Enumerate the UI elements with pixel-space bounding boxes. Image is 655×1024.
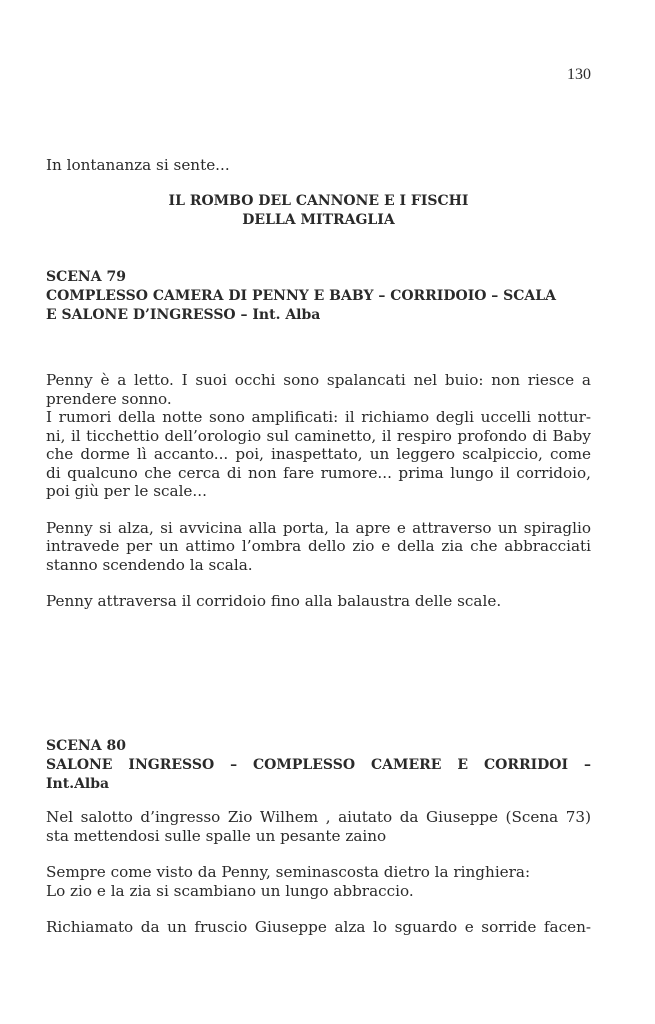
scene-80-body [46,808,591,937]
scene-80-p1-line-2: sta mettendosi sulle spalle un pesante zaino [46,826,387,845]
scene-79-p2-line-3: che dorme lì accanto... poi, inaspettato, un leggero scalpiccio, come [46,445,591,463]
intro-text: In lontananza si sente... [46,156,230,174]
scene-79-p1-line-1: Penny è a letto. I suoi occhi sono spalancati nel buio: non riesce a [46,371,591,389]
scene-80-p2-line-2: Lo zio e la zia si scambiano un lungo abbraccio. [46,881,414,900]
scene-80-p3-line-1: Richiamato da un fruscio Giuseppe alza lo sguardo e sorride facen- [46,918,591,936]
scene-80-heading-line-1: SALONE INGRESSO – COMPLESSO CAMERE E CORRIDOI – [46,757,591,773]
page-number: 130 [567,66,591,83]
intro-line [46,156,591,175]
sound-title [46,192,591,230]
scene-80-heading [46,737,591,794]
scene-79-body [46,371,591,611]
scene-80-number: SCENA 80 [46,738,126,754]
sound-title-line-1: IL ROMBO DEL CANNONE E I FISCHI [168,193,469,209]
scene-79-p3-line-2: intravede per un attimo l’ombra dello zio e della zia che abbracciati [46,537,591,555]
scene-79-p4: Penny attraversa il corridoio fino alla balaustra delle scale. [46,592,502,610]
scene-79-p2-line-4: di qualcuno che cerca di non fare rumore... prima lungo il corridoio, [46,463,591,482]
scene-79-p3-line-3: stanno scendendo la scala. [46,555,253,574]
scene-79-number: SCENA 79 [46,269,126,285]
scene-79-p1-line-2: prendere sonno. [46,389,172,408]
scene-80-p2-line-1: Sempre come visto da Penny, seminascosta dietro la ringhiera: [46,863,531,881]
scene-79-heading-line-1: COMPLESSO CAMERA DI PENNY E BABY – CORRIDOIO – SCALA [46,288,557,304]
sound-title-line-2: DELLA MITRAGLIA [242,212,395,228]
scene-79-p3-line-1: Penny si alza, si avvicina alla porta, la apre e attraverso un spiraglio [46,518,591,537]
scene-80-heading-line-2: Int.Alba [46,776,110,792]
scene-79-p2-line-5: poi giù per le scale... [46,482,207,500]
scene-79-heading [46,268,591,325]
scene-79-heading-line-2: E SALONE D’INGRESSO – Int. Alba [46,307,321,323]
scene-79-p2-line-2: ni, il ticchettio dell’orologio sul caminetto, il respiro profondo di Baby [46,426,591,445]
scene-79-p2-line-1: I rumori della notte sono amplificati: il richiamo degli uccelli nottur- [46,408,591,426]
scene-80-p1-line-1: Nel salotto d’ingresso Zio Wilhem , aiutato da Giuseppe (Scena 73) [46,808,591,826]
